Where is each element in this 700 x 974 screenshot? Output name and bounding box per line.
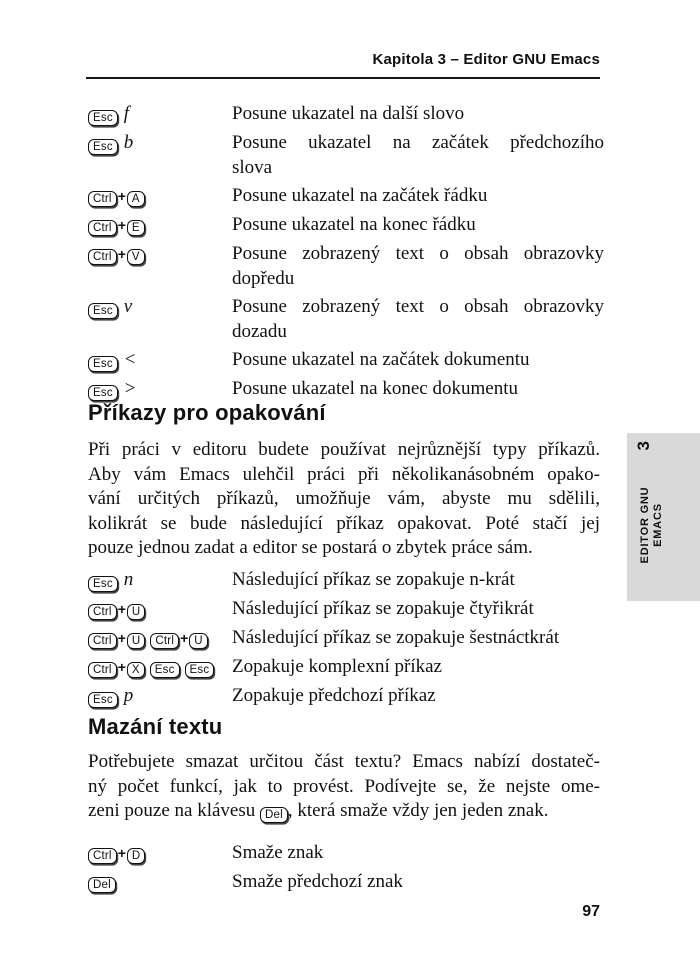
description-line: dopředu (232, 268, 295, 289)
keycap-x: X (127, 662, 145, 678)
shortcut-description (232, 241, 604, 291)
plus-sign: + (117, 601, 126, 617)
keycap-ctrl: Ctrl (88, 604, 117, 620)
key-combo (88, 625, 232, 651)
running-header: Kapitola 3 – Editor GNU Emacs (372, 51, 600, 68)
shortcut-row (88, 130, 604, 180)
shortcut-description (232, 683, 604, 709)
key-combo (88, 654, 232, 680)
chapter-tab (627, 433, 700, 601)
description-line: Posune ukazatel na konec dokumentu (232, 378, 518, 399)
key-argument: n (123, 569, 134, 590)
keycap-ctrl: Ctrl (150, 633, 179, 649)
keycap-u: U (189, 633, 208, 649)
shortcut-description (232, 654, 604, 680)
keycap-d: D (127, 848, 146, 864)
shortcut-row (88, 567, 604, 593)
paragraph-line: Potřebujete smazat určitou část textu? Emacs nabízí dostateč- (88, 751, 600, 772)
key-combo (88, 101, 232, 127)
repeat-shortcut-table (88, 567, 604, 712)
key-combo (88, 869, 232, 894)
keycap-esc: Esc (88, 110, 118, 126)
shortcut-description (232, 840, 604, 866)
description-line: dozadu (232, 321, 287, 342)
description-line: Zopakuje komplexní příkaz (232, 656, 442, 677)
delete-paragraph-last-line (88, 799, 600, 824)
shortcut-row (88, 376, 604, 402)
keycap-esc: Esc (88, 692, 118, 708)
key-combo (88, 567, 232, 593)
repeat-paragraph (88, 438, 600, 561)
page-number: 97 (582, 903, 600, 920)
keycap-esc: Esc (88, 385, 118, 401)
shortcut-row (88, 683, 604, 709)
paragraph-line: ný počet funkcí, jak to provést. Podívejte se, že nejste ome- (88, 775, 600, 797)
key-combo (88, 241, 232, 291)
shortcut-description (232, 869, 604, 894)
keycap-esc: Esc (185, 662, 215, 678)
key-argument: v (123, 296, 133, 317)
keycap-esc: Esc (88, 303, 118, 319)
keycap-ctrl: Ctrl (88, 662, 117, 678)
movement-shortcut-table (88, 101, 604, 405)
description-line: Smaže znak (232, 842, 324, 863)
description-line: Posune ukazatel na konec řádku (232, 214, 476, 235)
key-argument: b (123, 132, 134, 153)
keycap-ctrl: Ctrl (88, 633, 117, 649)
plus-sign: + (180, 630, 189, 646)
plus-sign: + (117, 217, 126, 233)
shortcut-row (88, 241, 604, 291)
key-combo (88, 376, 232, 402)
shortcut-description (232, 625, 604, 651)
description-line: Posune zobrazený text o obsah obrazovky (232, 243, 604, 264)
keycap-esc: Esc (88, 356, 118, 372)
keycap-esc: Esc (88, 576, 118, 592)
keycap-e: E (127, 220, 145, 236)
shortcut-description (232, 130, 604, 180)
last-line-post: , která smaže vždy jen jeden znak. (287, 800, 549, 821)
delete-paragraph-lines (88, 750, 600, 799)
paragraph-line: Aby vám Emacs ulehčil práci při několikanásobném opako- (88, 463, 600, 485)
description-line: Posune ukazatel na začátek předchozího (232, 132, 604, 153)
description-line: slova (232, 157, 273, 178)
shortcut-description (232, 567, 604, 593)
keycap-u: U (127, 633, 146, 649)
keycap-esc: Esc (88, 139, 118, 155)
key-symbol: > (124, 378, 136, 399)
key-combo (88, 347, 232, 373)
keycap-ctrl: Ctrl (88, 848, 117, 864)
chapter-tab-label-line2: EMACS (652, 503, 664, 547)
shortcut-row (88, 212, 604, 238)
description-line: Smaže předchozí znak (232, 871, 403, 892)
keycap-v: V (127, 249, 145, 265)
shortcut-row (88, 596, 604, 622)
key-combo (88, 294, 232, 344)
section-heading-delete: Mazání textu (88, 714, 223, 739)
last-line-pre: zeni pouze na klávesu (88, 800, 260, 821)
description-line: Následující příkaz se zopakuje n-krát (232, 569, 515, 590)
keycap-del: Del (88, 877, 116, 893)
shortcut-row (88, 654, 604, 680)
keycap-a: A (127, 191, 145, 207)
shortcut-row (88, 101, 604, 127)
shortcut-row (88, 294, 604, 344)
plus-sign: + (117, 246, 126, 262)
key-combo (88, 183, 232, 209)
keycap-u: U (127, 604, 146, 620)
key-argument: f (123, 103, 130, 124)
shortcut-description (232, 294, 604, 344)
description-line: Posune ukazatel na začátek dokumentu (232, 349, 530, 370)
delete-shortcut-table (88, 840, 604, 897)
header-rule (86, 77, 600, 79)
shortcut-description (232, 183, 604, 209)
description-line: Zopakuje předchozí příkaz (232, 685, 436, 706)
chapter-tab-content (627, 433, 700, 601)
description-line: Posune ukazatel na další slovo (232, 103, 465, 124)
shortcut-row (88, 183, 604, 209)
shortcut-description (232, 596, 604, 622)
description-line: Posune zobrazený text o obsah obrazovky (232, 296, 604, 317)
plus-sign: + (117, 630, 126, 646)
shortcut-description (232, 101, 604, 127)
key-combo (88, 840, 232, 866)
key-symbol: < (124, 349, 136, 370)
shortcut-row (88, 347, 604, 373)
plus-sign: + (117, 188, 126, 204)
keycap-ctrl: Ctrl (88, 249, 117, 265)
key-combo (88, 130, 232, 180)
key-argument: p (123, 685, 134, 706)
shortcut-description (232, 347, 604, 373)
shortcut-description (232, 212, 604, 238)
key-combo (88, 683, 232, 709)
key-combo (88, 212, 232, 238)
keycap-esc: Esc (150, 662, 180, 678)
plus-sign: + (117, 845, 126, 861)
description-line: Následující příkaz se zopakuje šestnáctkrát (232, 627, 560, 648)
paragraph-line: vání určitých příkazů, umožňuje vám, abyste mu sdělili, (88, 488, 600, 509)
chapter-tab-label-line1: EDITOR GNU (639, 486, 651, 564)
description-line: Posune ukazatel na začátek řádku (232, 185, 488, 206)
section-heading-repeat: Příkazy pro opakování (88, 400, 326, 425)
plus-sign: + (117, 659, 126, 675)
paragraph-line: Při práci v editoru budete používat nejrůznější typy příkazů. (88, 439, 600, 460)
keycap-del: Del (260, 807, 288, 823)
chapter-tab-number: 3 (634, 441, 653, 451)
keycap-ctrl: Ctrl (88, 220, 117, 236)
paragraph-line: kolikrát se bude následující příkaz opakovat. Poté stačí jej (88, 512, 600, 534)
description-line: Následující příkaz se zopakuje čtyřikrát (232, 598, 534, 619)
key-combo (88, 596, 232, 622)
keycap-ctrl: Ctrl (88, 191, 117, 207)
chapter-tab-label (639, 477, 665, 573)
paragraph-line: pouze jednou zadat a editor se postará o zbytek práce sám. (88, 537, 533, 558)
shortcut-description (232, 376, 604, 402)
shortcut-row (88, 625, 604, 651)
shortcut-row (88, 840, 604, 866)
delete-paragraph (88, 750, 600, 824)
shortcut-row (88, 869, 604, 894)
